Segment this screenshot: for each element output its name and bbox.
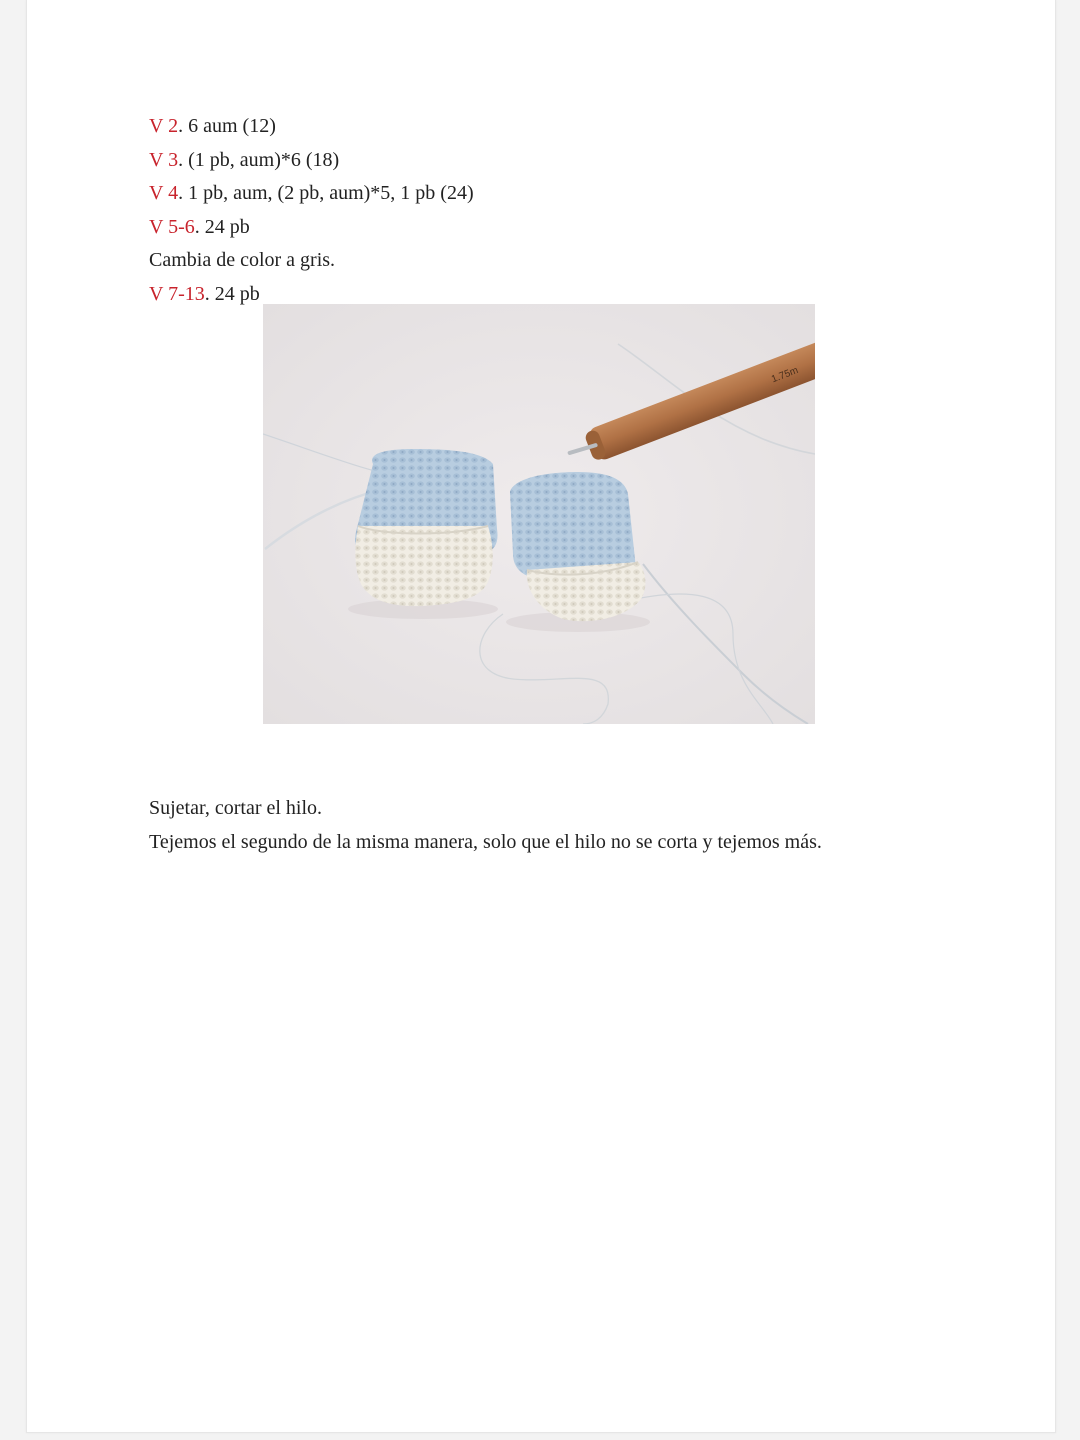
instruction-line: Sujetar, cortar el hilo.: [149, 797, 323, 819]
pattern-row: V 5-6. 24 pb: [149, 215, 250, 238]
row-label: V 4: [149, 182, 179, 204]
hook-size-label: 1.75m: [770, 365, 800, 386]
document-page: [26, 0, 1056, 1433]
pattern-row: V 4. 1 pb, aum, (2 pb, aum)*5, 1 pb (24): [149, 182, 474, 204]
crochet-photo-illustration: [263, 304, 815, 724]
row-label: V 2: [149, 115, 179, 137]
row-text: 1 pb, aum, (2 pb, aum)*5, 1 pb (24): [183, 182, 474, 204]
row-text: 24 pb: [199, 215, 250, 238]
row-label: V 5-6: [149, 215, 195, 238]
crochet-piece-left: [348, 449, 498, 619]
row-text: 24 pb: [209, 282, 260, 305]
pattern-row: V 7-13. 24 pb: [149, 282, 260, 305]
pattern-row: V 3. (1 pb, aum)*6 (18): [149, 148, 340, 171]
crochet-photo: [263, 304, 815, 724]
color-change-note: Cambia de color a gris.: [149, 249, 336, 271]
row-label: V 3: [149, 148, 179, 171]
pattern-row: V 2. 6 aum (12): [149, 115, 276, 137]
pattern-instructions: [149, 110, 909, 311]
closing-instructions: [149, 792, 949, 859]
instruction-line: Tejemos el segundo de la misma manera, solo que el hilo no se corta y tejemos más.: [149, 830, 822, 853]
row-text: (1 pb, aum)*6 (18): [183, 148, 340, 171]
row-text: 6 aum (12): [183, 115, 276, 137]
row-label: V 7-13: [149, 282, 205, 305]
